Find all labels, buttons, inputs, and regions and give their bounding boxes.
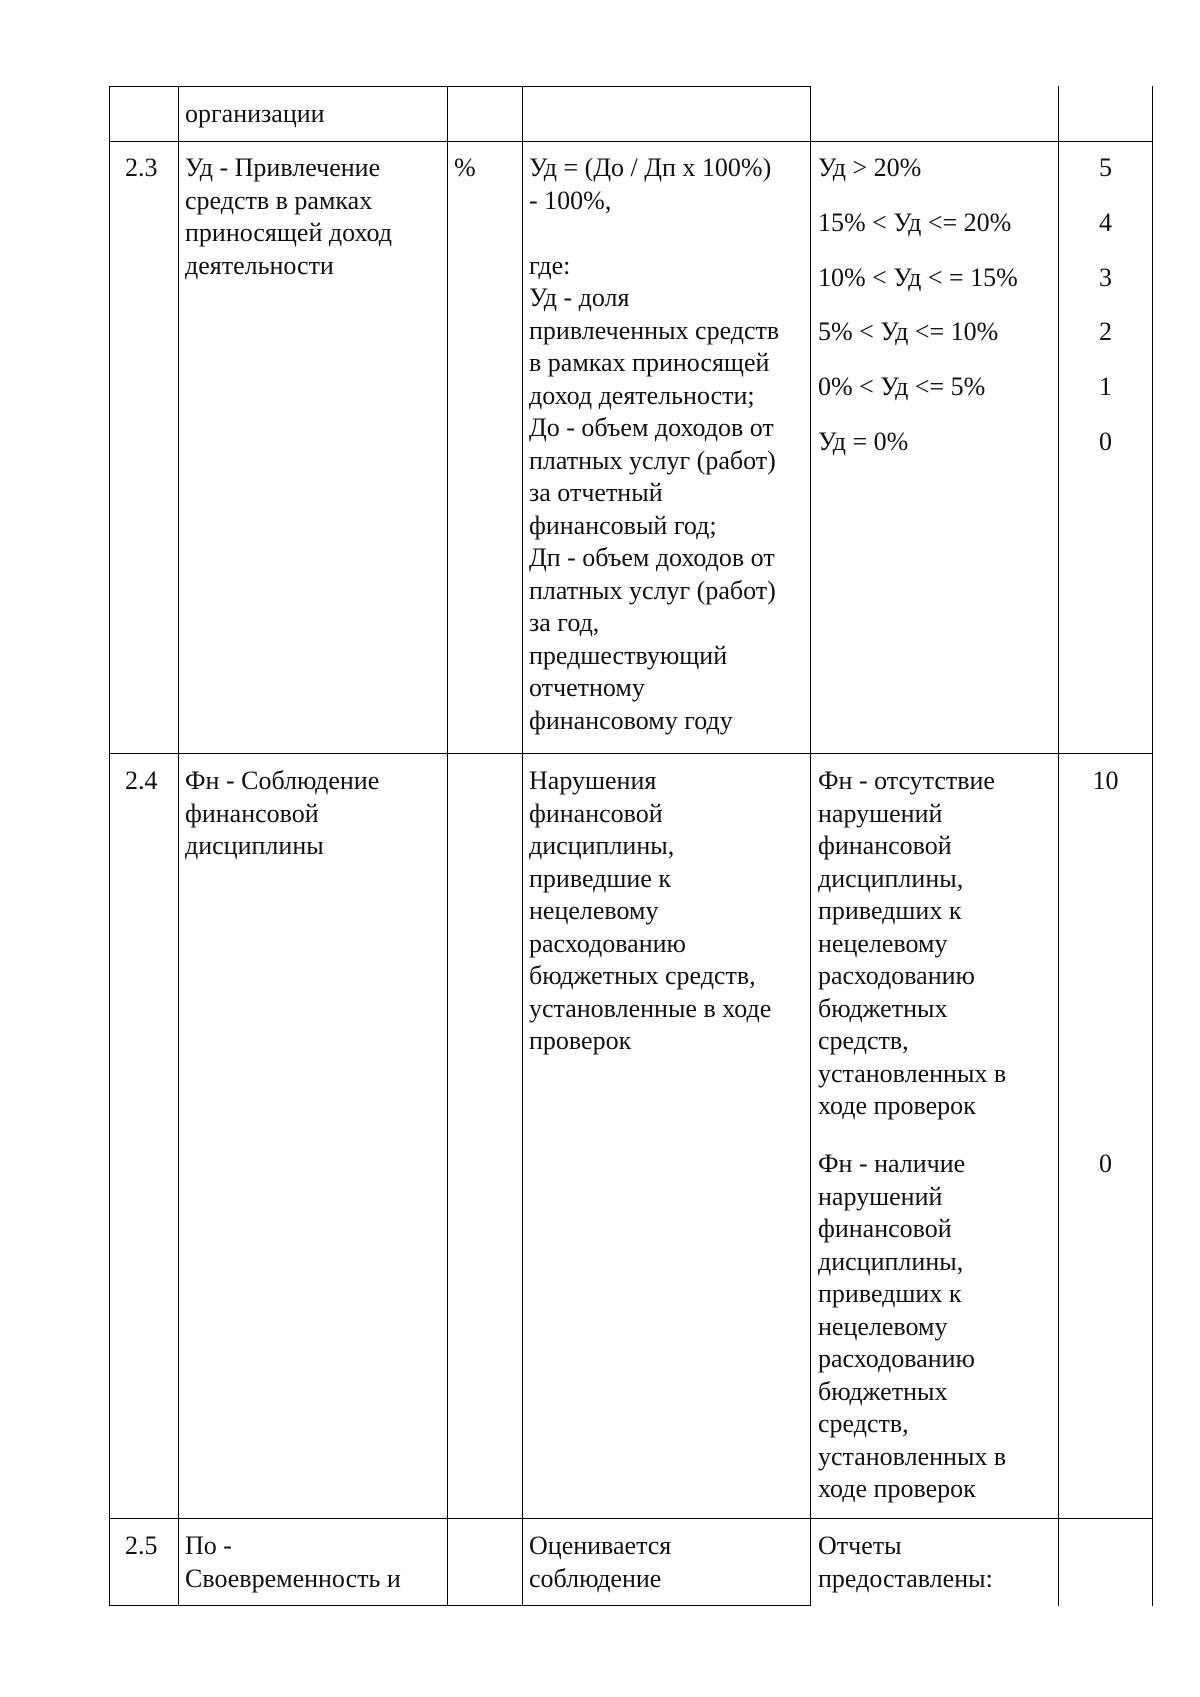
- row-2-3-criteria-3: 10% < Уд < = 15%: [818, 263, 1018, 292]
- table-border-top: [109, 86, 811, 87]
- row-2-3-points-1: 5: [1099, 153, 1112, 182]
- col-border-right: [1152, 86, 1153, 1606]
- col-border-name: [447, 86, 448, 1606]
- row-2-3-criteria-2: 15% < Уд <= 20%: [818, 208, 1012, 237]
- row-2-5-number: 2.5: [125, 1531, 158, 1560]
- prev-row-name: организации: [185, 99, 325, 128]
- row-2-3-criteria-6: Уд = 0%: [818, 427, 909, 456]
- row-2-3-method: Уд = (До / Дп x 100%) - 100%, где: Уд - доля привлеченных средств в рамках приносящей доход деятельности; До - объем доходов от платных услуг (работ) за отчетный финансовый год; Дп - объем доходов от платных услуг (работ) за год, предшествующий отчетному финансовому году: [529, 153, 780, 735]
- row-2-3-points-4: 2: [1099, 317, 1112, 346]
- col-border-num: [178, 86, 179, 1606]
- row-2-4-method: Нарушения финансовой дисциплины, приведшие к нецелевому расходованию бюджетных средств, установленные в ходе проверок: [529, 766, 772, 1055]
- row-2-3-points-6: 0: [1099, 427, 1112, 456]
- row-2-3-points-2: 4: [1099, 208, 1112, 237]
- row-2-3-criteria-5: 0% < Уд <= 5%: [818, 372, 986, 401]
- row-2-3-points-3: 3: [1099, 263, 1112, 292]
- row-2-3-name: Уд - Привлечение средств в рамках приносящей доход деятельности: [185, 153, 392, 280]
- row-2-3-number: 2.3: [125, 153, 158, 182]
- row-2-3-unit: %: [454, 153, 476, 182]
- row-2-4-points-2: 0: [1099, 1149, 1112, 1178]
- row-2-4-points-1: 10: [1092, 766, 1119, 795]
- col-border-method: [810, 86, 811, 1606]
- row-divider-2-3: [109, 141, 1152, 142]
- row-2-5-method: Оценивается соблюдение: [529, 1531, 672, 1593]
- table-border-bottom: [109, 1605, 811, 1606]
- row-2-5-name: По - Своевременность и: [185, 1531, 401, 1593]
- row-divider-2-4: [109, 753, 1152, 754]
- row-2-4-name: Фн - Соблюдение финансовой дисциплины: [185, 766, 380, 860]
- col-border-criteria: [1058, 86, 1059, 1606]
- col-border-unit: [522, 86, 523, 1606]
- row-2-4-criteria-1: Фн - отсутствие нарушений финансовой дисциплины, приведших к нецелевому расходованию бюджетных средств, установленных в ходе проверок: [818, 766, 1007, 1120]
- row-2-4-criteria-2: Фн - наличие нарушений финансовой дисциплины, приведших к нецелевому расходованию бюджетных средств, установленных в ходе проверок: [818, 1149, 1007, 1503]
- row-2-4-number: 2.4: [125, 766, 158, 795]
- row-2-5-criteria: Отчеты предоставлены:: [818, 1531, 993, 1593]
- row-2-3-criteria-4: 5% < Уд <= 10%: [818, 317, 999, 346]
- row-divider-2-5: [109, 1518, 1152, 1519]
- col-border-left: [109, 86, 110, 1606]
- row-2-3-points-5: 1: [1099, 372, 1112, 401]
- row-2-3-criteria-1: Уд > 20%: [818, 153, 922, 182]
